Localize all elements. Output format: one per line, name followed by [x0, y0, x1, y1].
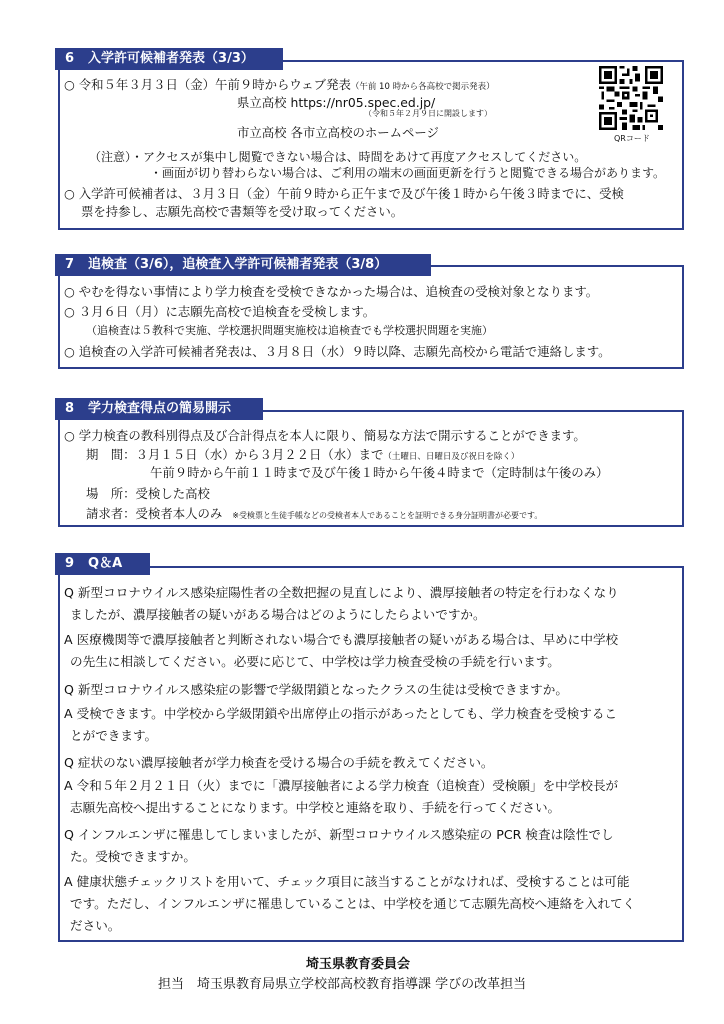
s8-period-label: 期 間：: [86, 447, 136, 462]
section-title: 学力検査得点の簡易開示: [88, 401, 232, 416]
s8-period-value: ３月１５日（水）から３月２２日（水）まで: [135, 447, 384, 462]
s8-period-time: 午前９時から午前１１時まで及び午後１時から午後４時まで（定時制は午後のみ）: [150, 465, 609, 480]
qr-code-icon: [599, 66, 663, 130]
qr-label: QRコード: [614, 134, 650, 143]
qa-line: ましたが、濃厚接触者の疑いがある場合はどのようにしたらよいですか。: [70, 607, 486, 622]
section-title: Q＆A: [88, 556, 123, 571]
qa-line: Q インフルエンザに罹患してしまいましたが、新型コロナウイルス感染症の PCR 検査は陰性でし: [64, 827, 614, 842]
qa-line: た。受検できますか。: [70, 849, 196, 864]
s7-line3: （追検査は５教科で実施、学校選択問題実施校は追検査でも学校選択問題を実施）: [86, 324, 493, 337]
s8-requester-label: 請求者：受検者本人のみ: [86, 506, 223, 521]
section-number: 7: [65, 257, 75, 272]
s8-period: [86, 446, 519, 466]
s6-line5: 票を持参し、志願先高校で書類等を受け取ってください。: [81, 204, 404, 219]
qa-line: ださい。: [70, 918, 121, 933]
qa-line: 志願先高校へ提出することになります。中学校と連絡を取り、手続を行ってください。: [70, 800, 561, 815]
s8-place: 場 所：受検した高校: [86, 486, 210, 501]
s8-period-note: （土曜日、日曜日及び祝日を除く）: [383, 452, 520, 462]
qa-line: A 受検できます。中学校から学級閉鎖や出席停止の指示があったとしても、学力検査を受検するこ: [64, 706, 618, 721]
section-6-header: [55, 48, 283, 70]
s7-line1: ○ やむを得ない事情により学力検査を受検できなかった場合は、追検査の受検対象となります。: [64, 284, 599, 299]
s7-line2: ○ ３月６日（月）に志願先高校で追検査を受検します。: [64, 304, 376, 319]
qa-line: の先生に相談してください。必要に応じて、中学校は学力検査受検の手続を行います。: [70, 654, 560, 669]
s6-line1-note: （午前 10 時から各高校で掲示発表）: [350, 82, 495, 92]
qa-line: A 令和５年２月２１日（火）までに「濃厚接触者による学力検査（追検査）受検願」を中学校長が: [64, 778, 619, 793]
s6-line4: ○ 入学許可候補者は、３月３日（金）午前９時から正午まで及び午後１時から午後３時までに、受検: [64, 186, 624, 201]
s6-line3: 市立高校 各市立高校のホームページ: [237, 125, 439, 140]
section-7-header: [55, 254, 431, 276]
section-title: 追検査（3/6），追検査入学許可候補者発表（3/8）: [88, 257, 388, 272]
footer-org: 埼玉県教育委員会: [306, 957, 411, 972]
qa-line: Q 新型コロナウイルス感染症の影響で学級閉鎖となったクラスの生徒は受検できますか。: [64, 682, 568, 697]
footer-contact: 担当 埼玉県教育局県立学校部高校教育指導課 学びの改革担当: [158, 977, 527, 992]
s6-line1: [64, 76, 495, 96]
s6-line2: 県立高校 https://nr05.spec.ed.jp/: [237, 95, 436, 110]
section-number: 6: [65, 51, 75, 66]
section-8-header: [55, 398, 263, 420]
section-number: 8: [65, 401, 75, 416]
s7-line4: ○ 追検査の入学許可候補者発表は、３月８日（水）９時以降、志願先高校から電話で連絡します。: [64, 344, 611, 359]
section-title: 入学許可候補者発表（3/3）: [88, 51, 254, 66]
s8-requester: [86, 505, 542, 525]
s6-line2-note: （令和５年２月９日に開設します）: [364, 109, 492, 118]
qa-line: A 医療機関等で濃厚接触者と判断されない場合でも濃厚接触者の疑いがある場合は、早めに中学校: [64, 632, 619, 647]
qa-line: とができます。: [70, 728, 158, 743]
qa-line: です。ただし、インフルエンザに罹患していることは、中学校を通じて志願先高校へ連絡を入れてく: [70, 896, 636, 911]
s8-line1: ○ 学力検査の教科別得点及び合計得点を本人に限り、簡易な方法で開示することができます。: [64, 428, 586, 443]
section-number: 9: [65, 556, 75, 571]
qa-line: A 健康状態チェックリストを用いて、チェック項目に該当することがなければ、受検することは可能: [64, 874, 630, 889]
s8-requester-note: ※受検票と生徒手帳などの受検者本人であることを証明できる身分証明書が必要です。: [232, 511, 543, 520]
qa-line: Q 症状のない濃厚接触者が学力検査を受ける場合の手続を教えてください。: [64, 755, 494, 770]
section-9-header: [55, 553, 150, 575]
qa-line: Q 新型コロナウイルス感染症陽性者の全数把握の見直しにより、濃厚接触者の特定を行わなくなり: [64, 585, 619, 600]
s6-note2: ・画面が切り替わらない場合は、ご利用の端末の画面更新を行うと閲覧できる場合があります。: [150, 166, 666, 180]
s6-line1-main: ○ 令和５年３月３日（金）午前９時からウェブ発表: [64, 77, 351, 92]
s6-note1: （注意）・アクセスが集中し閲覧できない場合は、時間をあけて再度アクセスしてください。: [89, 150, 587, 164]
